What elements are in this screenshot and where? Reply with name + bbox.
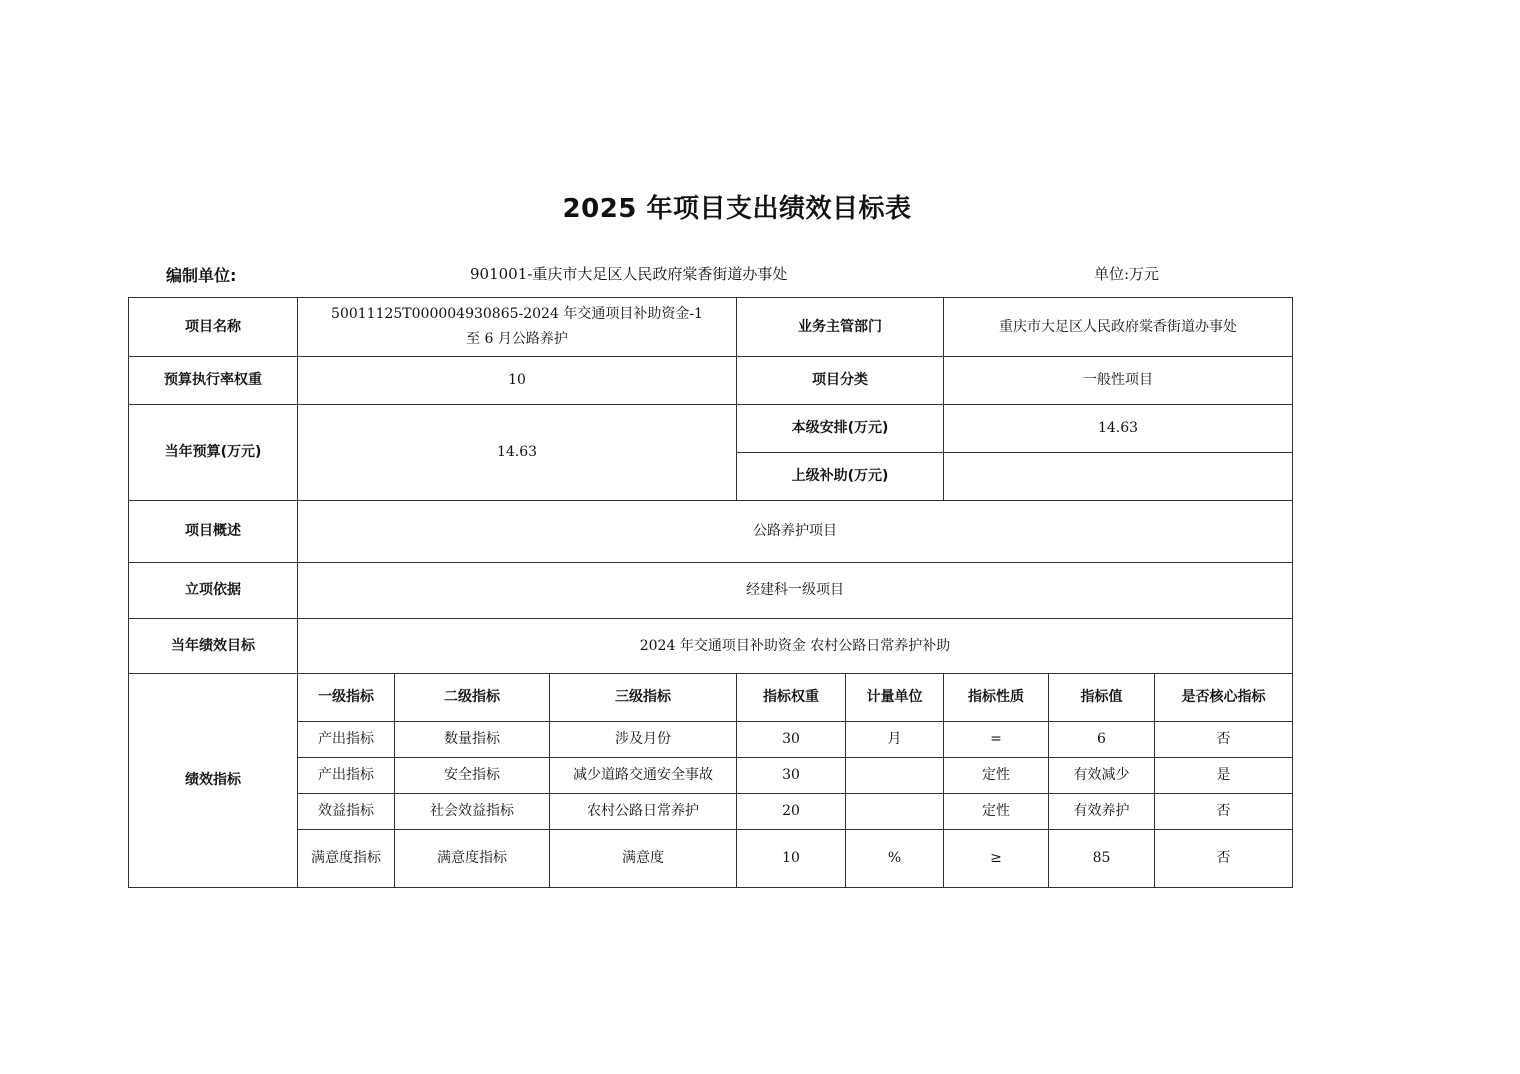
indicator-cell: 农村公路日常养护 [550,794,737,830]
indicator-header: 指标值 [1049,674,1155,722]
indicator-cell: 安全指标 [395,758,550,794]
indicator-row [129,722,1293,758]
prepared-by-value: 901001-重庆市大足区人民政府棠香街道办事处 [470,265,788,283]
goal-value: 2024 年交通项目补助资金 农村公路日常养护补助 [298,619,1293,674]
overview-label: 项目概述 [129,501,298,563]
indicator-cell: 否 [1155,794,1293,830]
row-exec-weight [129,357,1293,405]
indicator-cell: 效益指标 [298,794,395,830]
indicator-cell: 定性 [944,758,1049,794]
indicator-cell: 20 [737,794,846,830]
project-name-line2: 至 6 月公路养护 [466,331,568,347]
indicator-header: 指标权重 [737,674,846,722]
indicators-section-label: 绩效指标 [129,674,298,888]
project-name-line1: 50011125T000004930865-2024 年交通项目补助资金-1 [331,306,703,322]
upper-value [944,453,1293,501]
row-overview [129,501,1293,563]
row-project-name [129,298,1293,357]
indicator-row [129,830,1293,888]
indicator-cell: 月 [846,722,944,758]
indicator-cell: 产出指标 [298,758,395,794]
indicator-cell: 定性 [944,794,1049,830]
indicator-header: 是否核心指标 [1155,674,1293,722]
exec-weight-label: 预算执行率权重 [129,357,298,405]
overview-value: 公路养护项目 [298,501,1293,563]
row-basis [129,563,1293,619]
page-title: 2025 年项目支出绩效目标表 [562,194,912,224]
indicator-cell [846,758,944,794]
upper-label: 上级补助(万元) [737,453,944,501]
indicator-cell: 减少道路交通安全事故 [550,758,737,794]
indicator-cell: 满意度指标 [298,830,395,888]
indicator-cell: 10 [737,830,846,888]
row-goal [129,619,1293,674]
dept-value: 重庆市大足区人民政府棠香街道办事处 [944,298,1293,357]
indicator-cell: 社会效益指标 [395,794,550,830]
local-value: 14.63 [944,405,1293,453]
indicator-header: 指标性质 [944,674,1049,722]
indicator-cell: ≥ [944,830,1049,888]
indicator-cell: 满意度 [550,830,737,888]
currency-unit-label: 单位:万元 [1094,265,1160,283]
indicator-cell: 有效减少 [1049,758,1155,794]
project-name-value [298,298,737,357]
performance-target-table [128,297,1293,888]
indicator-header: 一级指标 [298,674,395,722]
indicator-cell: 否 [1155,722,1293,758]
indicator-cell: 否 [1155,830,1293,888]
goal-label: 当年绩效目标 [129,619,298,674]
indicator-cell: 产出指标 [298,722,395,758]
exec-weight-value: 10 [298,357,737,405]
indicator-header: 计量单位 [846,674,944,722]
indicator-cell: 有效养护 [1049,794,1155,830]
indicator-cell: 满意度指标 [395,830,550,888]
category-value: 一般性项目 [944,357,1293,405]
indicator-cell: % [846,830,944,888]
indicator-cell: = [944,722,1049,758]
indicator-cell [846,794,944,830]
indicator-cell: 30 [737,758,846,794]
category-label: 项目分类 [737,357,944,405]
row-budget-local [129,405,1293,453]
indicator-header: 三级指标 [550,674,737,722]
basis-label: 立项依据 [129,563,298,619]
indicator-row [129,794,1293,830]
local-label: 本级安排(万元) [737,405,944,453]
indicator-row [129,758,1293,794]
dept-label: 业务主管部门 [737,298,944,357]
budget-value: 14.63 [298,405,737,501]
prepared-by-label: 编制单位: [166,266,237,285]
indicator-cell: 数量指标 [395,722,550,758]
basis-value: 经建科一级项目 [298,563,1293,619]
indicator-cell: 是 [1155,758,1293,794]
budget-label: 当年预算(万元) [129,405,298,501]
project-name-label: 项目名称 [129,298,298,357]
indicator-cell: 涉及月份 [550,722,737,758]
indicator-cell: 6 [1049,722,1155,758]
indicator-cell: 30 [737,722,846,758]
indicator-header-row [129,674,1293,722]
indicator-cell: 85 [1049,830,1155,888]
indicator-header: 二级指标 [395,674,550,722]
